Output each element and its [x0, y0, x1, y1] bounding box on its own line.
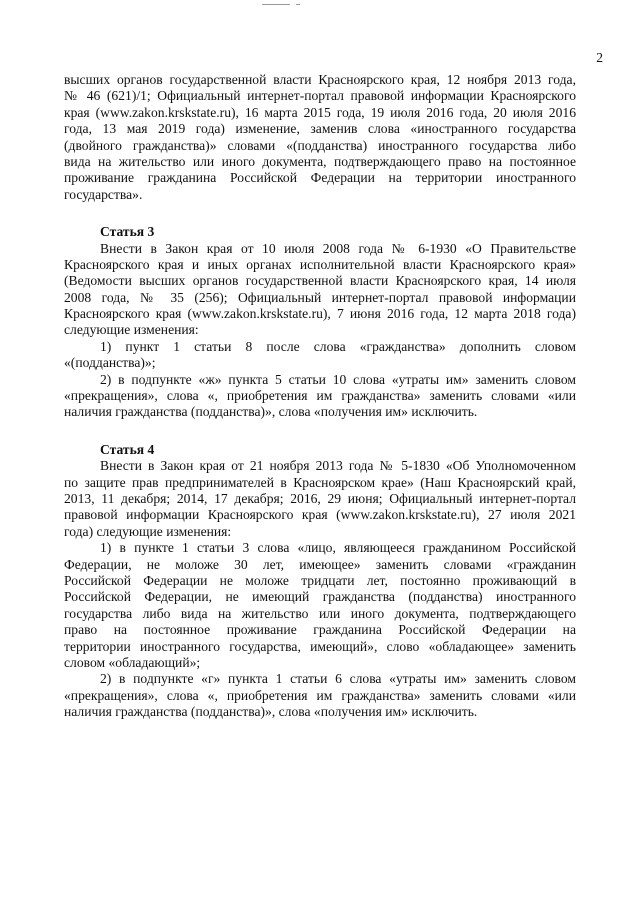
list-item-line: 2) в подпункте «ж» пункта 5 статьи 10 слова «утраты им» заменить словом — [100, 371, 576, 387]
list-item-line: «прекращения», слова «, приобретения им гражданства» заменить словами «или — [64, 388, 576, 404]
text-line: Красноярского края и иных органах исполнительной власти Красноярского края» — [64, 256, 576, 272]
text-line: вида на жительство или иного документа, подтверждающего право на постоянное — [64, 153, 576, 169]
list-item-line: право на постоянное проживание гражданина Российской Федерации на — [64, 622, 576, 638]
text-line: 2008 года, № 35 (256); Официальный интернет-портал правовой информации — [64, 289, 576, 305]
text-line: года, 13 мая 2019 года) изменение, заменив слова «иностранного государства — [64, 121, 576, 137]
list-item-line: «(подданства)»; — [64, 355, 156, 371]
list-item-line: Федерации, не моложе 30 лет, имеющее» заменить словами «гражданин — [64, 556, 576, 572]
text-line: Внести в Закон края от 10 июля 2008 года № 6-1930 «О Правительстве — [100, 240, 576, 256]
list-item-line: 2) в подпункте «г» пункта 1 статьи 6 слова «утраты им» заменить словом — [100, 671, 576, 687]
text-line: края (www.zakon.krskstate.ru), 16 марта 2015 года, 19 июля 2016 года, 20 июля 2016 — [64, 104, 576, 120]
list-item-line: государства либо вида на жительство или иного документа, подтверждающего — [64, 605, 576, 621]
list-item-line: 1) в пункте 1 статьи 3 слова «лицо, являющееся гражданином Российской — [100, 540, 576, 556]
list-item-line: 1) пункт 1 статьи 8 после слова «гражданства» дополнить словом — [100, 338, 576, 354]
text-line: правовой информации Красноярского края (www.zakon.krskstate.ru), 27 июля 2021 — [64, 507, 576, 523]
text-line: Красноярского края (www.zakon.krskstate.ru), 7 июня 2016 года, 12 марта 2018 года) — [64, 306, 576, 322]
list-item-line: Российской Федерации, не имеющий гражданства (подданства) иностранного — [64, 589, 576, 605]
text-line: следующие изменения: — [64, 322, 199, 338]
text-line: (двойного гражданства)» словами «(подданства) иностранного государства либо — [64, 137, 576, 153]
page-number: 2 — [596, 50, 603, 65]
text-line: № 46 (621)/1; Официальный интернет-портал правовой информации Красноярского — [64, 88, 576, 104]
text-line: 2013, 11 декабря; 2014, 17 декабря; 2016, 29 июня; Официальный интернет-портал — [64, 490, 576, 506]
text-line: проживание гражданина Российской Федерации на территории иностранного — [64, 170, 576, 186]
article-4 — [64, 442, 576, 721]
text-line: по защите прав предпринимателей в Красноярском крае» (Наш Красноярский край, — [64, 474, 576, 490]
scan-artifact — [262, 4, 290, 5]
text-line: Внести в Закон края от 21 ноября 2013 года № 5-1830 «Об Уполномоченном — [100, 458, 576, 474]
text-line: года) следующие изменения: — [64, 523, 232, 539]
text-line: (Ведомости высших органов государственной власти Красноярского края, 14 июля — [64, 273, 576, 289]
list-item-line: территории иностранного государства, имеющий», слово «обладающее» заменить — [64, 638, 576, 654]
list-item-line: Российской Федерации не моложе тридцати лет, постоянно проживающий в — [64, 572, 576, 588]
list-item-line: наличия гражданства (подданства)», слова «получения им» исключить. — [64, 404, 478, 420]
paragraph-intro — [64, 72, 576, 203]
article-heading: Статья 3 — [100, 224, 155, 240]
article-3 — [64, 224, 576, 421]
text-line: государства». — [64, 186, 143, 202]
article-heading: Статья 4 — [100, 441, 155, 457]
list-item-line: наличия гражданства (подданства)», слова «получения им» исключить. — [64, 704, 478, 720]
list-item-line: словом «обладающий»; — [64, 654, 201, 670]
document-body — [64, 72, 576, 720]
scan-artifact — [296, 4, 300, 5]
list-item-line: «прекращения», слова «, приобретения им гражданства» заменить словами «или — [64, 687, 576, 703]
text-line: высших органов государственной власти Красноярского края, 12 ноября 2013 года, — [64, 72, 576, 87]
